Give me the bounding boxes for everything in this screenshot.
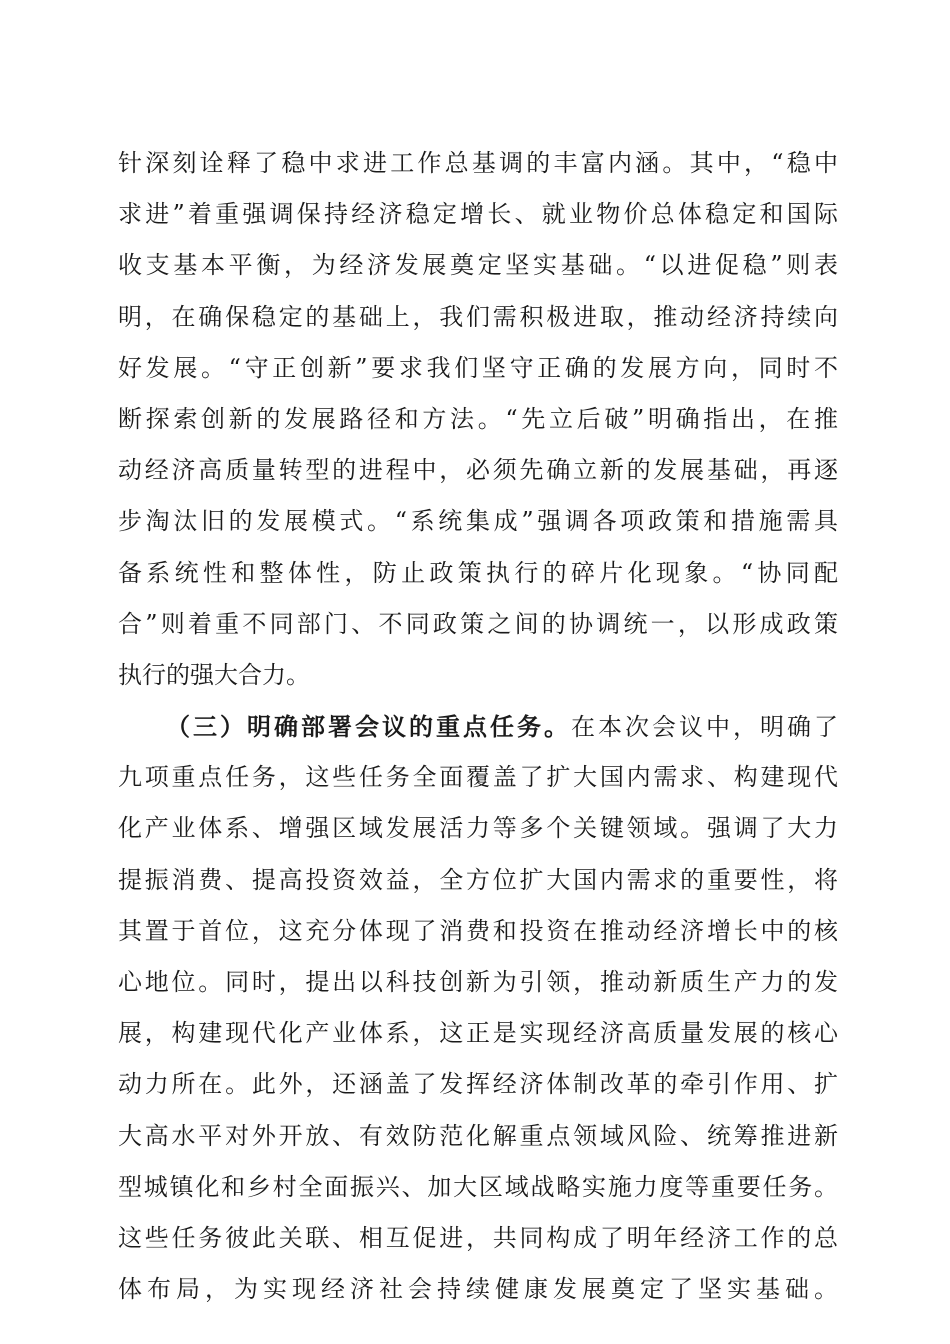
line-text: 合”则着重不同部门、不同政策之间的协调统一，以形成政策 <box>118 609 842 638</box>
line-text: 展，构建现代化产业体系，这正是实现经济高质量发展的核心 <box>118 1019 841 1048</box>
line-text: 动经济高质量转型的进程中，必须先确立新的发展基础，再逐 <box>118 456 841 485</box>
text-line <box>118 957 841 1008</box>
text-line <box>118 1008 841 1059</box>
text-line <box>118 1213 841 1264</box>
text-line <box>118 650 838 701</box>
text-line <box>118 1059 841 1110</box>
text-line <box>118 906 841 957</box>
line-text: 步淘汰旧的发展模式。“系统集成”强调各项政策和措施需具 <box>118 507 842 536</box>
line-text: 备系统性和整体性，防止政策执行的碎片化现象。“协同配 <box>118 558 843 587</box>
line-text: 明，在确保稳定的基础上，我们需积极进取，推动经济持续向 <box>118 302 841 331</box>
text-line <box>118 343 842 394</box>
line-text: 针深刻诠释了稳中求进工作总基调的丰富内涵。其中，“稳中 <box>118 149 842 177</box>
line-text: 这些任务彼此关联、相互促进，共同构成了明年经济工作的总 <box>118 1223 841 1252</box>
text-line <box>118 599 842 650</box>
line-text: 大高水平对外开放、有效防范化解重点领域风险、统筹推进新 <box>118 1121 841 1150</box>
text-line <box>118 752 841 803</box>
document-body <box>118 138 843 1315</box>
line-text: 收支基本平衡，为经济发展奠定坚实基础。“以进促稳”则表 <box>118 251 842 280</box>
line-text: 动力所在。此外，还涵盖了发挥经济体制改革的牵引作用、扩 <box>118 1070 841 1099</box>
text-line <box>118 701 841 752</box>
text-line <box>118 1264 843 1315</box>
text-line <box>118 189 842 240</box>
text-line <box>118 138 842 189</box>
line-text: 其置于首位，这充分体现了消费和投资在推动经济增长中的核 <box>118 916 841 945</box>
text-line <box>118 394 842 445</box>
line-text: 体布局，为实现经济社会持续健康发展奠定了坚实基础。 <box>118 1275 843 1304</box>
line-text: 执行的强大合力。 <box>118 660 310 689</box>
text-line <box>118 445 841 496</box>
line-text: 断探索创新的发展路径和方法。“先立后破”明确指出，在推 <box>118 404 842 433</box>
text-line <box>118 496 842 547</box>
section-heading: （三）明确部署会议的重点任务。 <box>166 712 571 742</box>
text-line <box>118 855 841 906</box>
text-line <box>118 240 842 291</box>
line-text: 好发展。“守正创新”要求我们坚守正确的发展方向，同时不 <box>118 353 842 382</box>
line-text: 九项重点任务，这些任务全面覆盖了扩大国内需求、构建现代 <box>118 763 841 792</box>
line-text: 型城镇化和乡村全面振兴、加大区域战略实施力度等重要任务。 <box>118 1172 840 1201</box>
line-text: 在本次会议中，明确了 <box>571 713 841 742</box>
line-text: 心地位。同时，提出以科技创新为引领，推动新质生产力的发 <box>118 968 841 996</box>
line-text: 提振消费、提高投资效益，全方位扩大国内需求的重要性，将 <box>118 865 841 894</box>
text-line <box>118 803 841 854</box>
paragraph-2 <box>118 701 843 1315</box>
line-text: 求进”着重强调保持经济稳定增长、就业物价总体稳定和国际 <box>118 200 842 229</box>
line-text: 化产业体系、增强区域发展活力等多个关键领域。强调了大力 <box>118 814 841 843</box>
text-line <box>118 548 843 599</box>
text-line <box>118 1111 841 1162</box>
text-line <box>118 1162 838 1213</box>
text-line <box>118 292 841 343</box>
paragraph-1 <box>118 138 843 701</box>
